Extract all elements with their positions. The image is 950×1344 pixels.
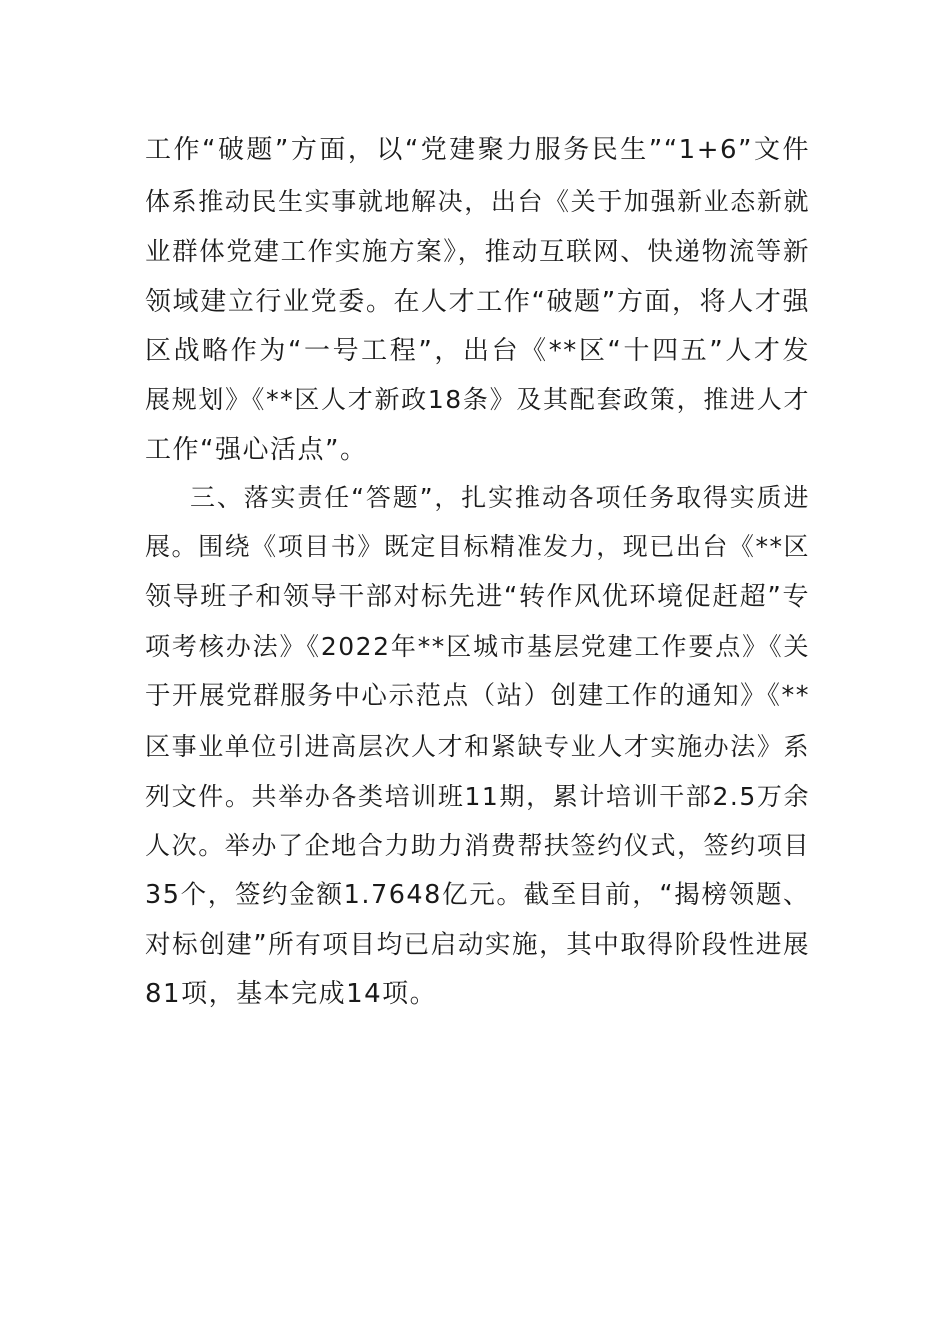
text-line-3: 业群体党建工作实施方案》，推动互联网、快递物流等新: [145, 237, 810, 267]
text-line-16: 35个，签约金额1.7648亿元。截至目前，“揭榜领题、: [145, 880, 810, 910]
text-line-17: 对标创建”所有项目均已启动实施，其中取得阶段性进展: [145, 930, 810, 960]
text-line-7: 工作“强心活点”。: [145, 435, 368, 465]
text-line-15: 人次。举办了企地合力助力消费帮扶签约仪式，签约项目: [145, 831, 810, 860]
text-line-8: 三、落实责任“答题”，扎实推动各项任务取得实质进: [190, 483, 810, 512]
text-line-11: 项考核办法》《2022年**区城市基层党建工作要点》《关: [145, 632, 810, 661]
text-line-1: 工作“破题”方面，以“党建聚力服务民生”“1+6”文件: [145, 135, 810, 165]
text-line-9: 展。围绕《项目书》既定目标精准发力，现已出台《**区: [145, 532, 810, 561]
text-line-10: 领导班子和领导干部对标先进“转作风优环境促赶超”专: [145, 582, 810, 612]
text-line-4: 领域建立行业党委。在人才工作“破题”方面，将人才强: [145, 287, 810, 317]
text-line-5: 区战略作为“一号工程”，出台《**区“十四五”人才发: [145, 336, 810, 366]
text-line-18: 81项，基本完成14项。: [145, 979, 438, 1009]
text-line-12: 于开展党群服务中心示范点（站）创建工作的通知》《**: [145, 681, 810, 711]
text-line-14: 列文件。共举办各类培训班11期，累计培训干部2.5万余: [145, 782, 810, 811]
text-line-13: 区事业单位引进高层次人才和紧缺专业人才实施办法》系: [145, 732, 810, 761]
text-line-6: 展规划》《**区人才新政18条》及其配套政策，推进人才: [145, 385, 810, 414]
text-line-2: 体系推动民生实事就地解决，出台《关于加强新业态新就: [145, 187, 810, 216]
